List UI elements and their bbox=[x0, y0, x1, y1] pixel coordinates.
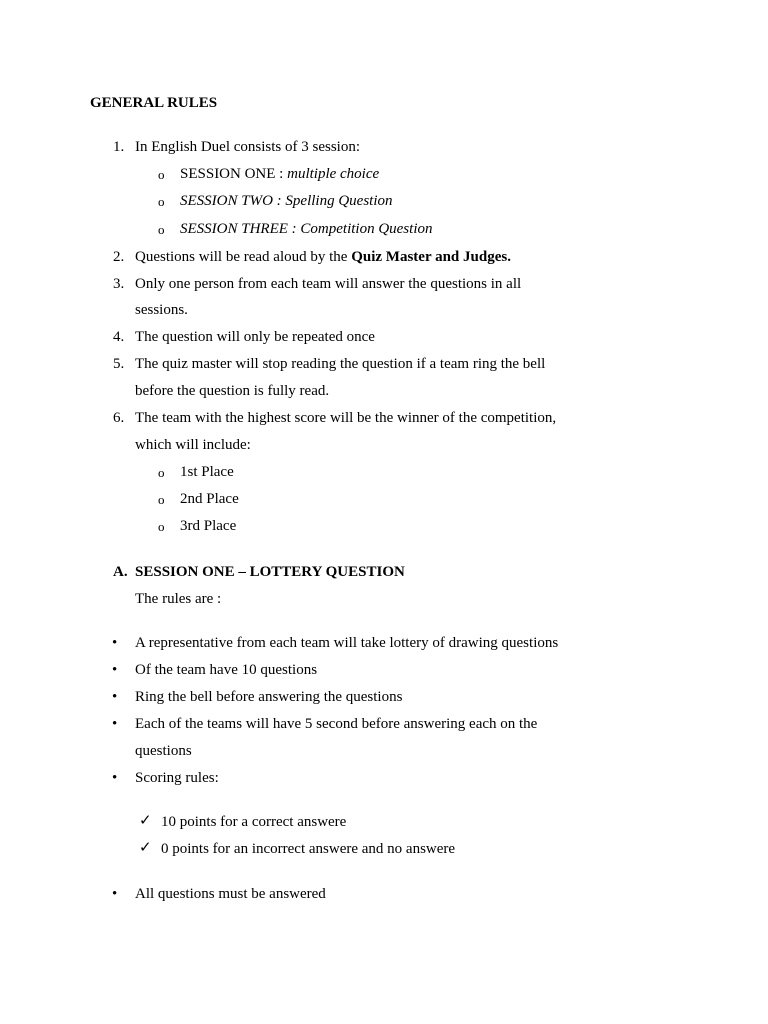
rule-text: The quiz master will stop reading the question if a team ring the bell bbox=[135, 356, 546, 372]
rule-text bbox=[135, 248, 511, 266]
bullet-marker: • bbox=[112, 689, 118, 705]
sub-bullet-marker: o bbox=[158, 519, 165, 534]
section-title: SESSION ONE – LOTTERY QUESTION bbox=[135, 564, 405, 580]
bullet-item: Of the team have 10 questions bbox=[135, 662, 318, 678]
place-item: 1st Place bbox=[180, 464, 234, 480]
bullet-item: All questions must be answered bbox=[135, 886, 326, 902]
rule-text-cont: sessions. bbox=[135, 302, 188, 318]
rule-text-plain: Questions will be read aloud by the bbox=[135, 249, 352, 265]
page-title: GENERAL RULES bbox=[90, 95, 218, 111]
section-intro: The rules are : bbox=[135, 591, 222, 607]
sub-bullet-marker: o bbox=[158, 465, 165, 480]
section-letter: A. bbox=[113, 564, 128, 580]
rule-text: Only one person from each team will answer the questions in all bbox=[135, 276, 522, 292]
session-item bbox=[180, 192, 393, 210]
sub-bullet-marker: o bbox=[158, 167, 165, 182]
session-item bbox=[180, 165, 379, 183]
rule-text-cont: before the question is fully read. bbox=[135, 383, 330, 399]
rule-number: 1. bbox=[113, 139, 125, 155]
bullet-marker: • bbox=[112, 770, 118, 786]
session-label: SESSION ONE : bbox=[180, 166, 288, 182]
rule-number: 4. bbox=[113, 329, 125, 345]
bullet-item: Each of the teams will have 5 second before answering each on the bbox=[135, 716, 538, 732]
check-icon: ✓ bbox=[139, 813, 152, 829]
sub-bullet-marker: o bbox=[158, 194, 165, 209]
rule-text-bold: Quiz Master and Judges. bbox=[351, 249, 511, 265]
session-label: SESSION THREE : bbox=[180, 221, 301, 237]
check-icon: ✓ bbox=[139, 840, 152, 856]
bullet-item: A representative from each team will take lottery of drawing questions bbox=[135, 635, 559, 651]
bullet-marker: • bbox=[112, 635, 118, 651]
bullet-item-cont: questions bbox=[135, 743, 192, 759]
bullet-marker: • bbox=[112, 886, 118, 902]
scoring-item: 0 points for an incorrect answere and no answere bbox=[161, 841, 456, 857]
rule-text: In English Duel consists of 3 session: bbox=[135, 139, 360, 155]
bullet-marker: • bbox=[112, 662, 118, 678]
sub-bullet-marker: o bbox=[158, 222, 165, 237]
session-item bbox=[180, 220, 432, 238]
place-item: 2nd Place bbox=[180, 491, 239, 507]
bullet-item: Ring the bell before answering the questions bbox=[135, 689, 403, 705]
rule-number: 3. bbox=[113, 276, 125, 292]
session-desc: multiple choice bbox=[287, 166, 380, 182]
rule-number: 5. bbox=[113, 356, 125, 372]
rule-number: 6. bbox=[113, 410, 125, 426]
bullet-marker: • bbox=[112, 716, 118, 732]
place-item: 3rd Place bbox=[180, 518, 237, 534]
rule-text-cont: which will include: bbox=[135, 437, 251, 453]
session-desc: Competition Question bbox=[300, 221, 433, 237]
rule-text: The team with the highest score will be the winner of the competition, bbox=[135, 410, 557, 426]
session-label: SESSION TWO : bbox=[180, 193, 286, 209]
scoring-item: 10 points for a correct answere bbox=[161, 814, 347, 830]
rule-number: 2. bbox=[113, 249, 125, 265]
rule-text: The question will only be repeated once bbox=[135, 329, 375, 345]
bullet-item: Scoring rules: bbox=[135, 770, 219, 786]
sub-bullet-marker: o bbox=[158, 492, 165, 507]
session-desc: Spelling Question bbox=[285, 193, 393, 209]
